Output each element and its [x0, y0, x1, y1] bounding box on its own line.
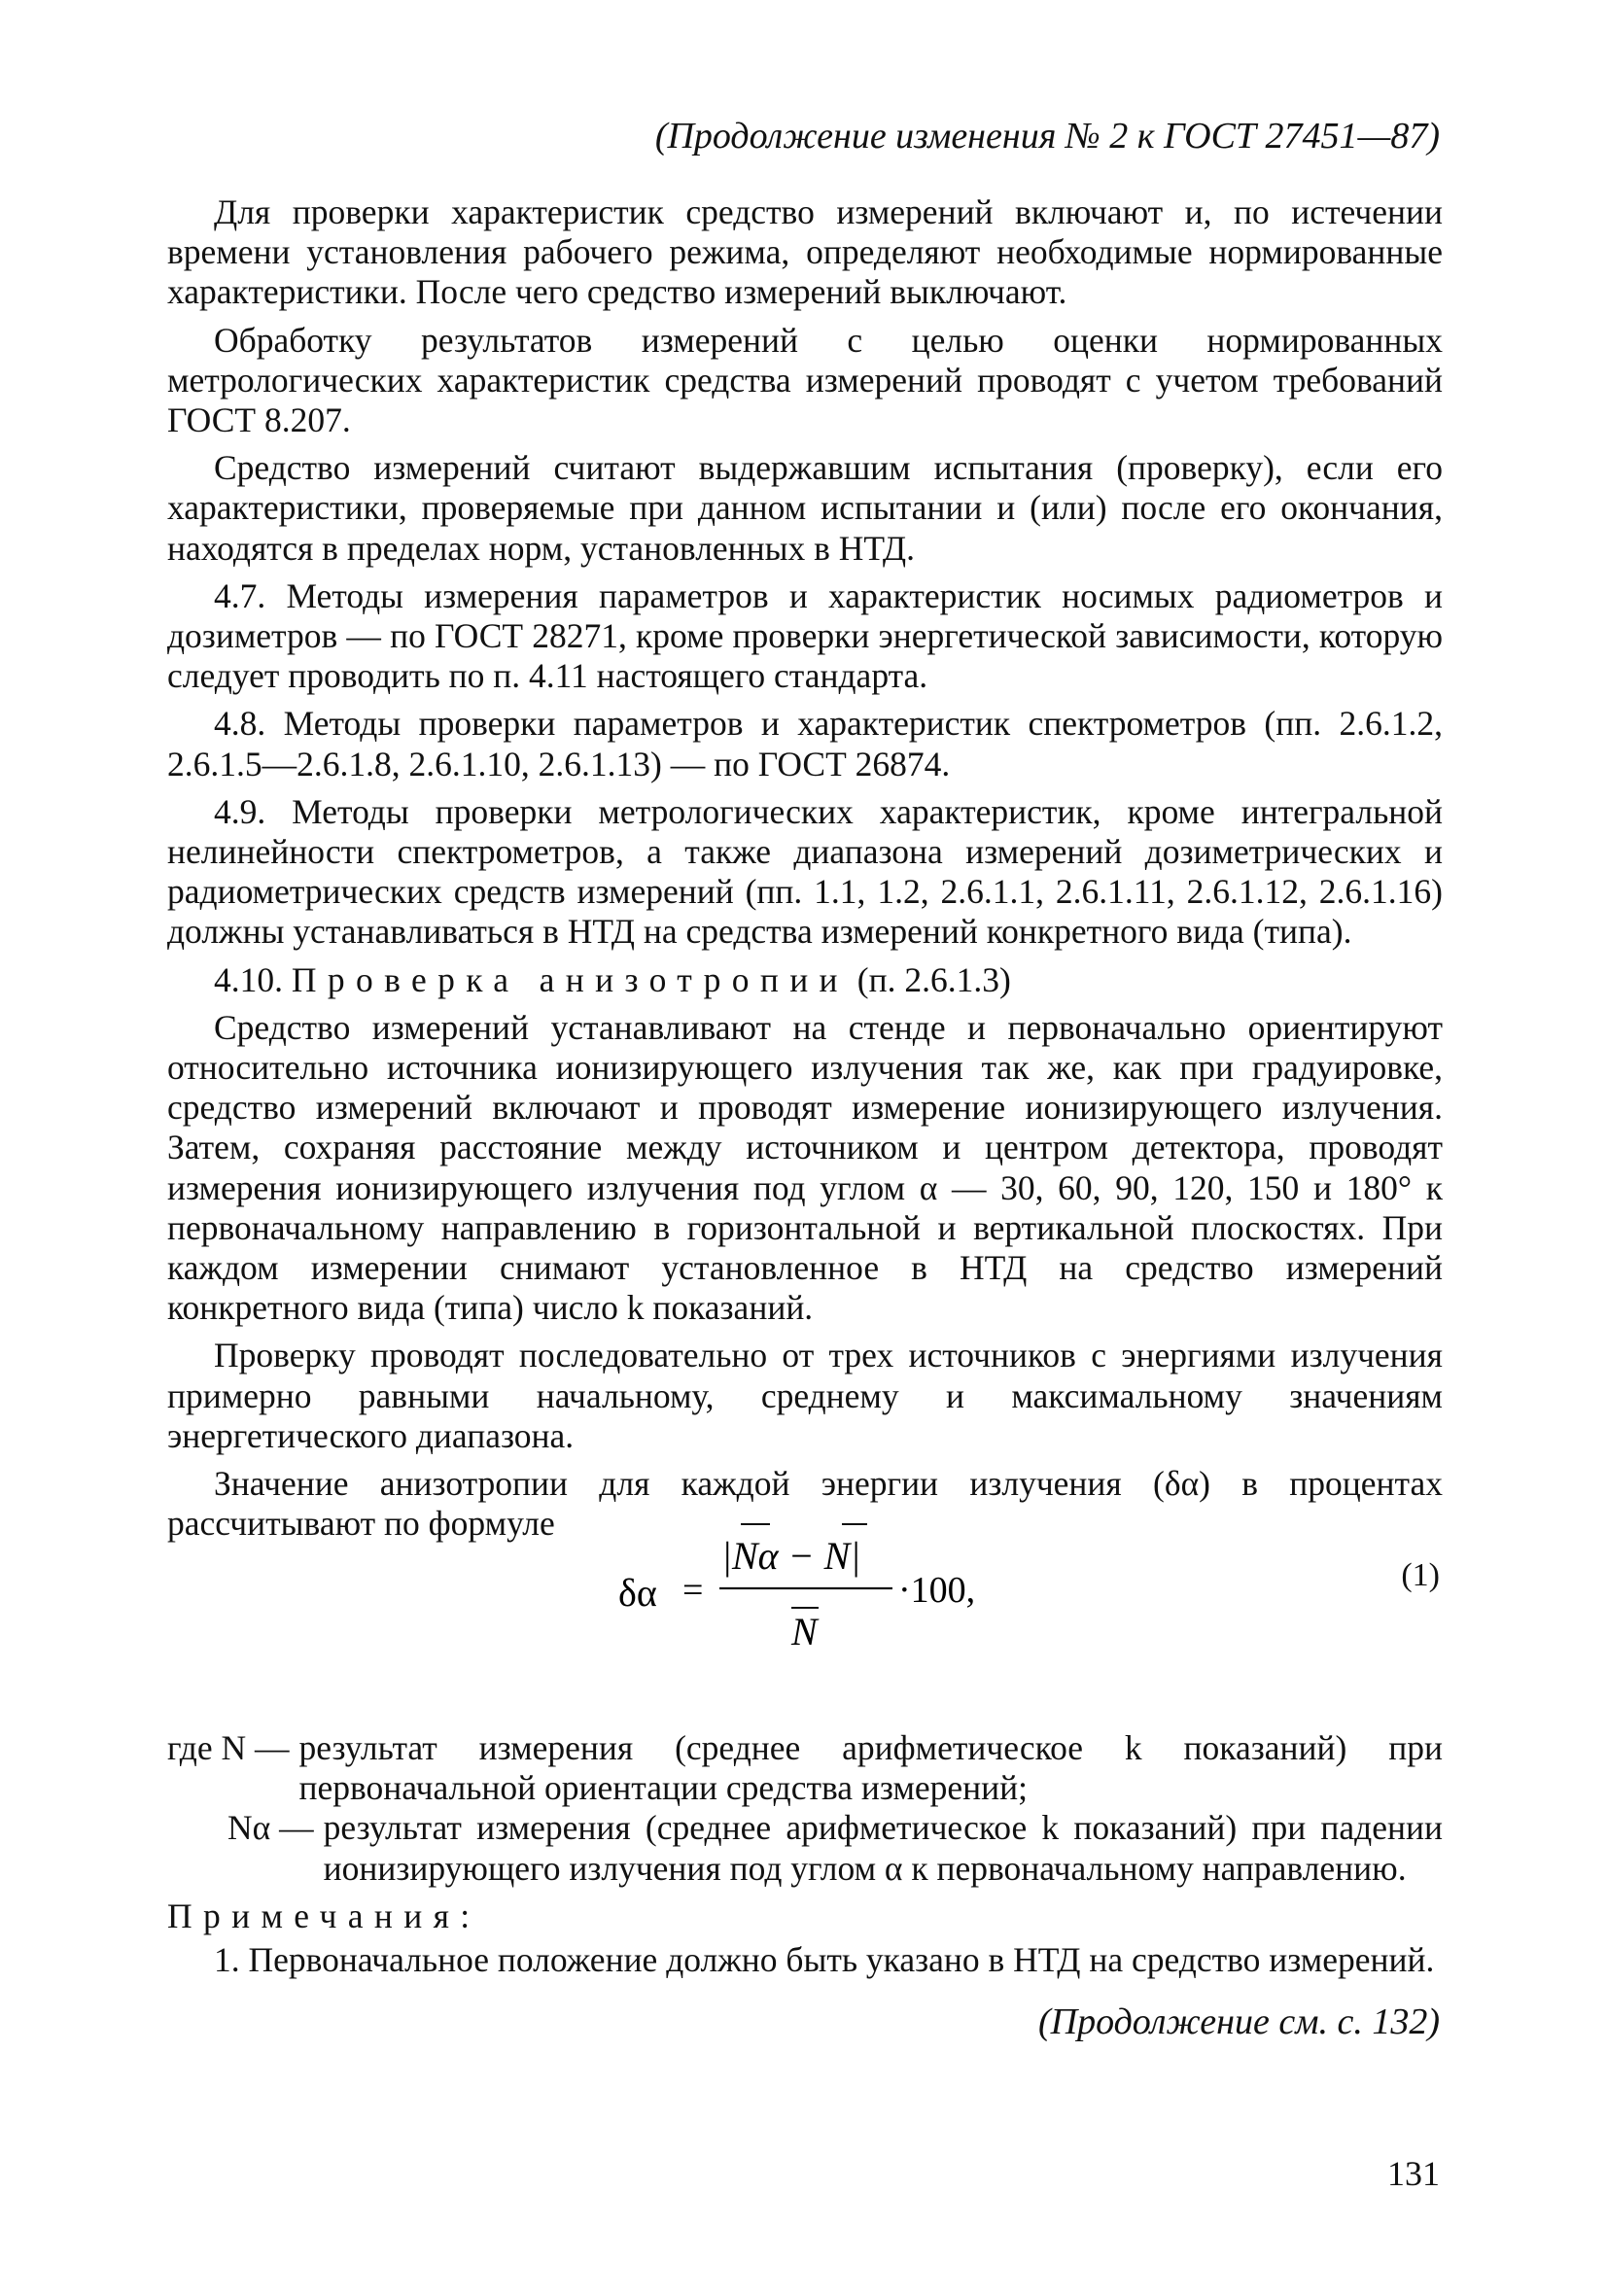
equation-number: (1): [1401, 1557, 1440, 1593]
section-title: Проверка анизотропии: [291, 959, 849, 999]
note-item: 1. Первоначальное положение должно быть указано в НТД на средство измерений.: [214, 1940, 1435, 1980]
section-4-10-heading: [167, 960, 1443, 1000]
paragraph: Проверку проводят последовательно от трех источников с энергиями излучения примерно равными начальному, среднему и максимальному значениям энергетического диапазона.: [167, 1336, 1443, 1455]
notes-title: Примечания:: [167, 1896, 481, 1935]
paragraph-4-7: 4.7. Методы измерения параметров и характеристик носимых радиометров и дозиметров — по ГОСТ 28271, кроме проверки энергетической зависимости, которую следует проводить по п. 4.11 настоящего стандарта.: [167, 575, 1443, 696]
paragraph-4-8: 4.8. Методы проверки параметров и характеристик спектрометров (пп. 2.6.1.2, 2.6.1.5—2.6.1.8, 2.6.1.10, 2.6.1.13) — по ГОСТ 26874.: [167, 704, 1443, 783]
formula-block: [0, 1497, 1607, 1672]
formula-numerator: |Nα − N|: [721, 1534, 861, 1578]
page-header: (Продолжение изменения № 2 к ГОСТ 27451—87): [654, 116, 1440, 157]
paragraph: Обработку результатов измерений с целью оценки нормированных метрологических характеристик средства измерений проводят с учетом требований ГОСТ 8.207.: [167, 320, 1443, 440]
definitions: [167, 1728, 1443, 1980]
definition-n: [167, 1728, 1443, 1808]
page-number: 131: [1387, 2154, 1440, 2193]
paragraph: Для проверки характеристик средство измерений включают и, по истечении времени установления рабочего режима, определяют необходимые нормированные характеристики. После чего средство измерений выключают.: [167, 192, 1443, 312]
formula-equals: =: [682, 1570, 704, 1611]
anisotropy-formula: [618, 1505, 1036, 1660]
definition-n-alpha: [167, 1808, 1443, 1888]
paragraph-formula-intro: Значение анизотропии для каждой энергии излучения (δα) в процентах рассчитывают по формуле: [167, 1464, 1443, 1544]
section-number: 4.10.: [214, 959, 283, 999]
continuation-note: (Продолжение см. с. 132): [1037, 2001, 1440, 2042]
paragraph: Средство измерений считают выдержавшим испытания (проверку), если его характеристики, проверяемые при данном испытании и (или) после его окончания, находятся в пределах норм, установленных в НТД.: [167, 448, 1443, 568]
paragraph-4-9: 4.9. Методы проверки метрологических характеристик, кроме интегральной нелинейности спектрометров, а также диапазона измерений дозиметрических и радиометрических средств измерений (пп. 1.1, 1.2, 2.6.1.1, 2.6.1.11, 2.6.1.12, 2.6.1.16) должны устанавливаться в НТД на средства измерений конкретного вида (типа).: [167, 791, 1443, 952]
formula-multiplier: ·100,: [898, 1570, 976, 1611]
definition-text: результат измерения (среднее арифметическое k показаний) при первоначальной ориентации средства измерений;: [298, 1728, 1443, 1808]
main-text: [167, 192, 1443, 1552]
definition-symbol: Nα —: [227, 1808, 314, 1848]
definition-symbol: где N —: [167, 1728, 290, 1767]
formula-denominator: N: [791, 1610, 818, 1653]
definition-text: результат измерения (среднее арифметическое k показаний) при падении ионизирующего излучения под углом α к первоначальному направлению.: [323, 1808, 1443, 1888]
paragraph: Средство измерений устанавливают на стенде и первоначально ориентируют относительно источника ионизирующего излучения так же, как при градуировке, средство измерений включают и проводят измерение ионизирующего излучения. Затем, сохраняя расстояние между источником и центром детектора, проводят измерения ионизирующего излучения под углом α — 30, 60, 90, 120, 150 и 180° к первоначальному направлению в горизонтальной и вертикальной плоскостях. При каждом измерении снимают установленное в НТД на средство измерений конкретного вида (типа) число k показаний.: [167, 1007, 1443, 1328]
section-ref: (п. 2.6.1.3): [856, 959, 1011, 999]
formula-lhs: δα: [618, 1571, 657, 1615]
